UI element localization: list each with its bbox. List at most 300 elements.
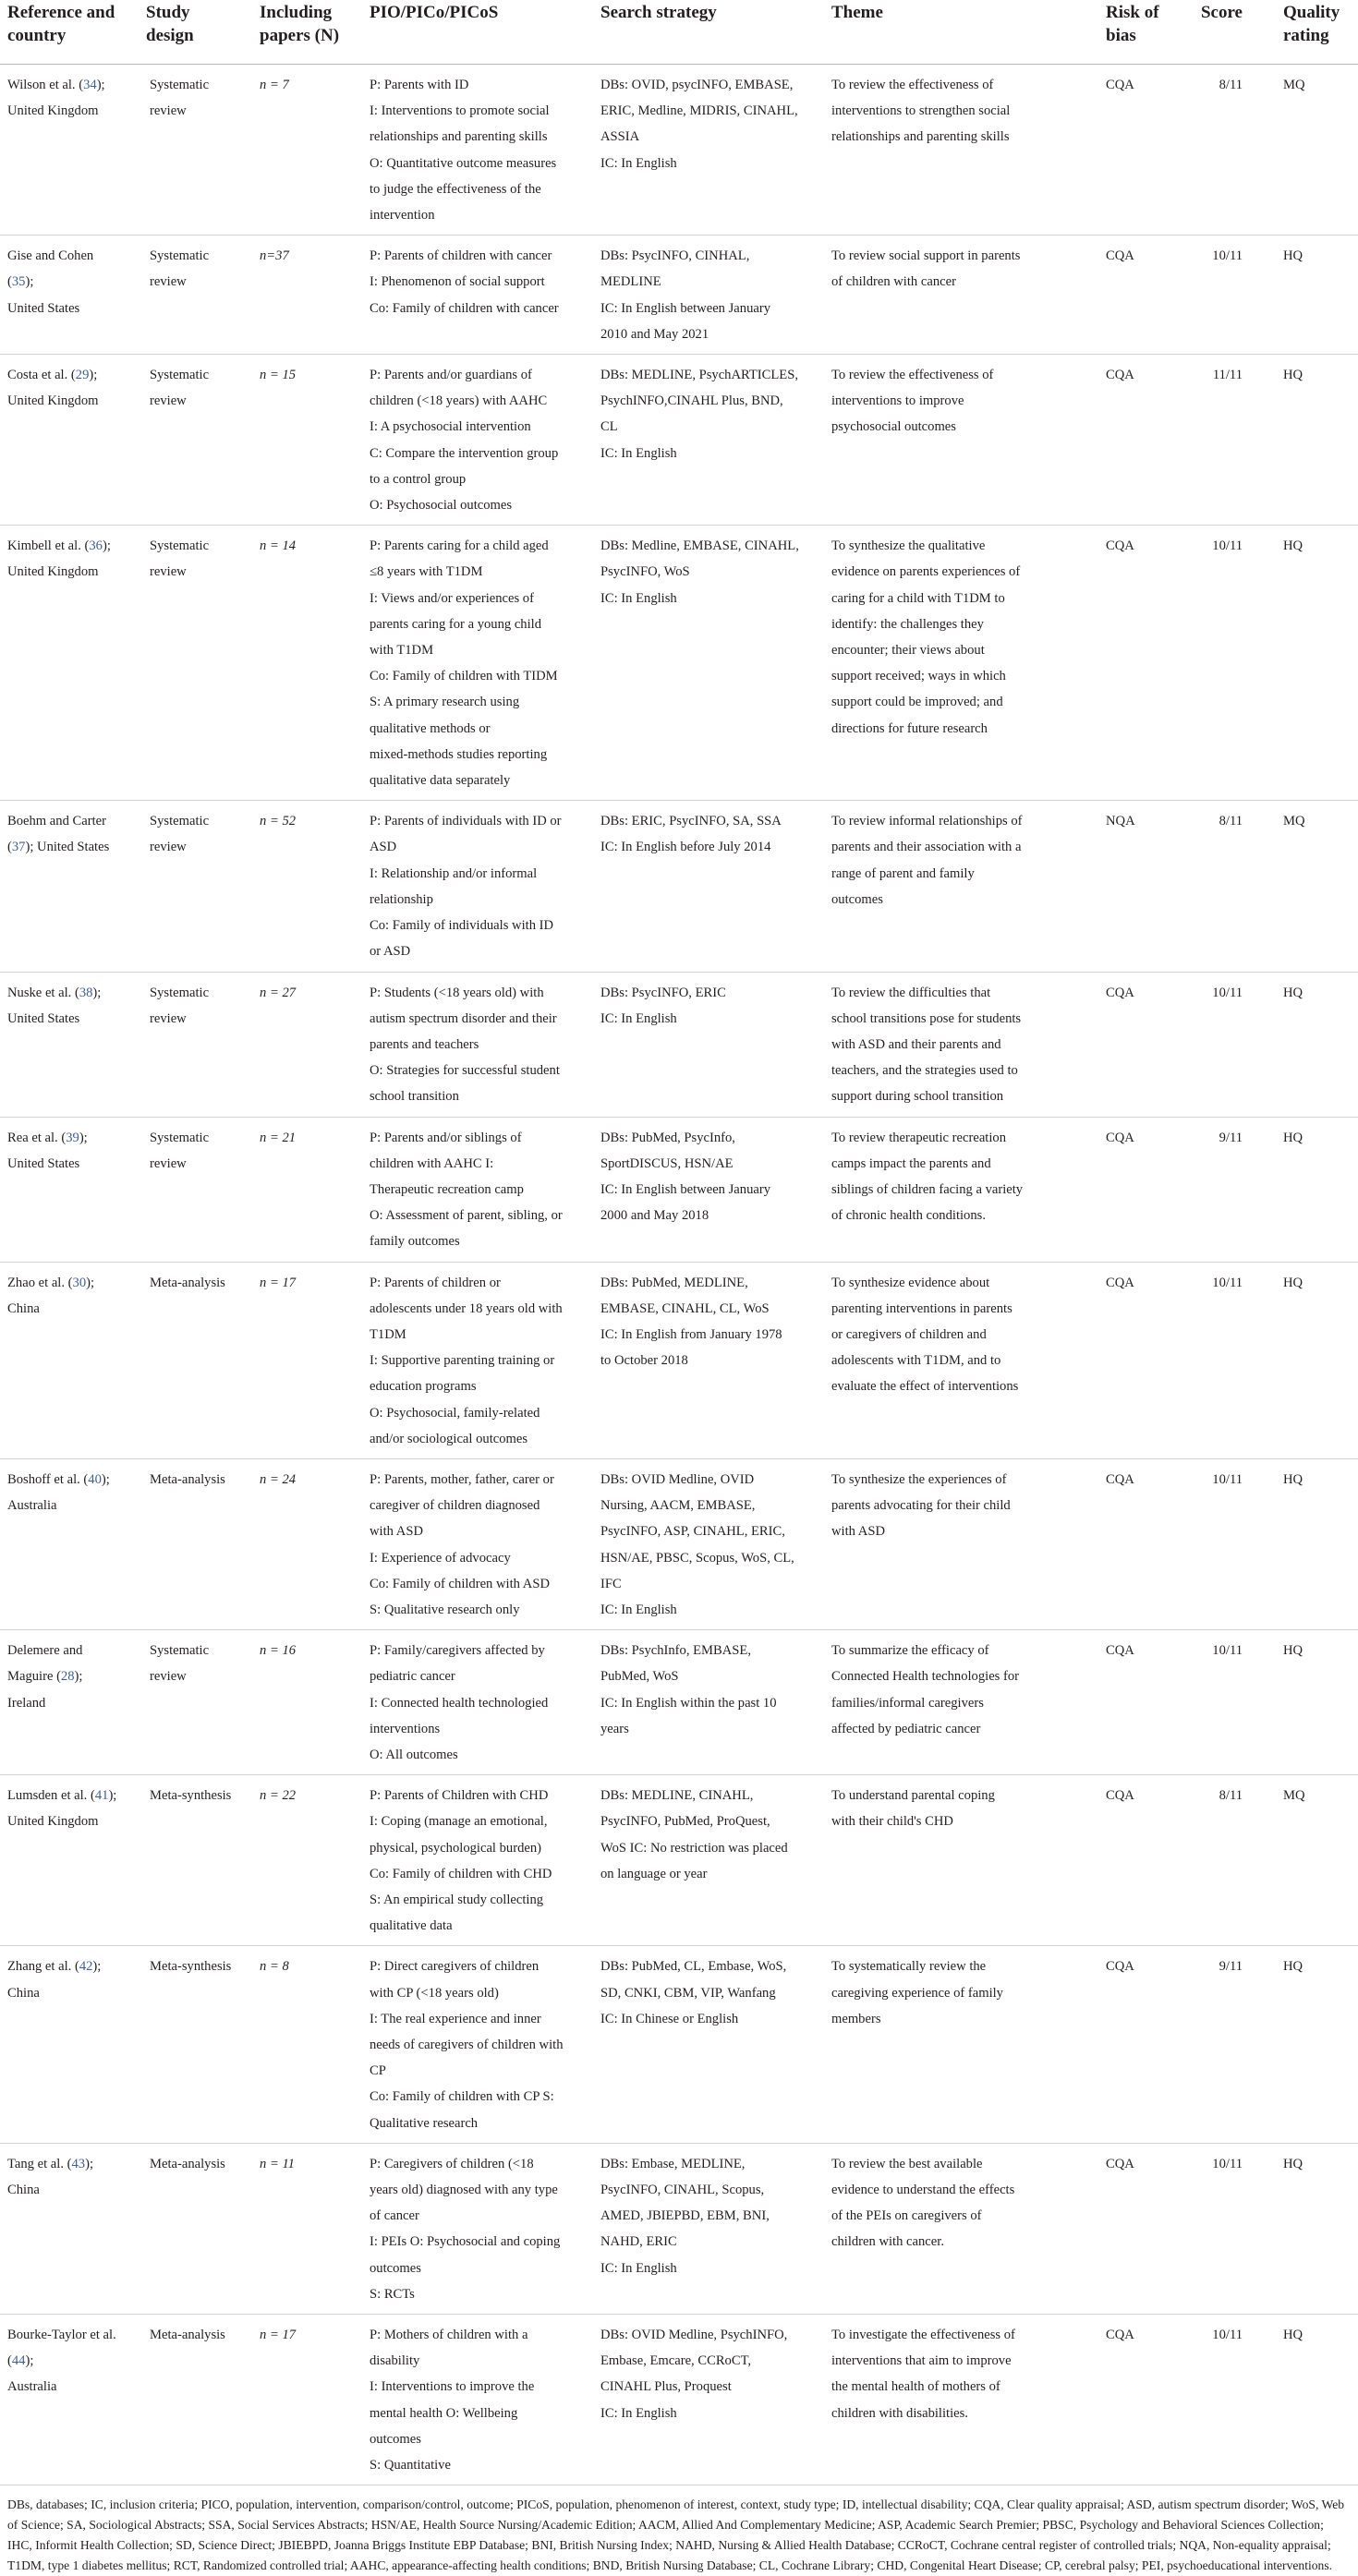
score-cell: 10/11 bbox=[1178, 1262, 1276, 1458]
score-cell: 11/11 bbox=[1178, 355, 1276, 526]
including-papers-cell: n = 11 bbox=[252, 2143, 362, 2314]
reference-prefix: Maguire ( bbox=[7, 1669, 61, 1685]
search-line: IC: In English between January bbox=[600, 1181, 770, 1197]
country: China bbox=[7, 2183, 40, 2198]
search-line: IC: In English bbox=[600, 1010, 677, 1026]
search-line: MEDLINE bbox=[600, 274, 661, 290]
theme-cell bbox=[824, 355, 1098, 526]
theme-line: parents advocating for their child bbox=[831, 1498, 1011, 1514]
design-line: review bbox=[150, 564, 187, 580]
pio-cell bbox=[362, 1630, 593, 1775]
design-line: review bbox=[150, 103, 187, 119]
design-line: review bbox=[150, 1155, 187, 1171]
reference-link[interactable]: 39 bbox=[66, 1130, 79, 1145]
search-line: ERIC, Medline, MIDRIS, CINAHL, bbox=[600, 103, 798, 119]
pio-line: with T1DM bbox=[370, 643, 434, 659]
reference-link[interactable]: 43 bbox=[71, 2156, 86, 2171]
reference-suffix: ); bbox=[86, 1275, 95, 1290]
table-row bbox=[0, 1630, 1358, 1775]
design-line: Systematic bbox=[150, 248, 210, 264]
design-line: review bbox=[150, 1669, 187, 1685]
pio-line: P: Students (<18 years old) with bbox=[370, 985, 544, 1000]
pio-line: CP bbox=[370, 2063, 386, 2079]
pio-line: Qualitative research bbox=[370, 2115, 479, 2131]
pio-line: I: Connected health technologied bbox=[370, 1695, 549, 1711]
theme-line: range of parent and family bbox=[831, 865, 975, 881]
reference-cell bbox=[0, 65, 139, 236]
reference-cell bbox=[0, 1630, 139, 1775]
theme-line: the mental health of mothers of bbox=[831, 2379, 1000, 2395]
search-line: IC: In English bbox=[600, 155, 677, 171]
reference-link[interactable]: 38 bbox=[79, 985, 93, 1000]
table-row bbox=[0, 1775, 1358, 1946]
quality-rating-cell: HQ bbox=[1276, 972, 1358, 1117]
pio-line: I: PEIs O: Psychosocial and coping bbox=[370, 2234, 561, 2250]
search-line: Nursing, AACM, EMBASE, bbox=[600, 1498, 756, 1514]
reference-cell bbox=[0, 1262, 139, 1458]
design-line: Systematic bbox=[150, 78, 210, 92]
study-design-cell bbox=[139, 1262, 252, 1458]
search-line: IC: In English between January bbox=[600, 300, 770, 316]
theme-cell bbox=[824, 1630, 1098, 1775]
reference-suffix: ); bbox=[85, 2156, 93, 2171]
header-search-strategy: Search strategy bbox=[593, 0, 824, 65]
design-line: review bbox=[150, 393, 187, 409]
pio-line: S: An empirical study collecting bbox=[370, 1893, 544, 1907]
design-line: Meta-analysis bbox=[150, 1471, 225, 1487]
theme-line: adolescents with T1DM, and to bbox=[831, 1353, 1001, 1369]
score-cell: 10/11 bbox=[1178, 2315, 1276, 2485]
reference-link[interactable]: 29 bbox=[75, 368, 90, 383]
reference-author: Costa et al. ( bbox=[7, 368, 76, 383]
theme-cell bbox=[824, 65, 1098, 236]
pio-line: school transition bbox=[370, 1089, 459, 1105]
header-study-design: Study design bbox=[139, 0, 252, 65]
search-line: DBs: Embase, MEDLINE, bbox=[600, 2156, 746, 2171]
reference-suffix: ); bbox=[79, 1130, 88, 1145]
theme-line: directions for future research bbox=[831, 720, 988, 736]
pio-line: C: Compare the intervention group bbox=[370, 445, 559, 461]
theme-line: parenting interventions in parents bbox=[831, 1300, 1012, 1316]
header-quality-rating: Quality rating bbox=[1276, 0, 1358, 65]
reference-link[interactable]: 44 bbox=[11, 2353, 26, 2369]
header-theme: Theme bbox=[824, 0, 1098, 65]
theme-line: Connected Health technologies for bbox=[831, 1669, 1020, 1685]
country: United Kingdom bbox=[7, 564, 99, 580]
theme-line: caring for a child with T1DM to bbox=[831, 590, 1005, 606]
study-design-cell bbox=[139, 972, 252, 1117]
study-design-cell bbox=[139, 1946, 252, 2143]
search-strategy-cell bbox=[593, 2315, 824, 2485]
theme-line: To review social support in parents bbox=[831, 248, 1021, 264]
including-papers-cell: n=37 bbox=[252, 236, 362, 355]
pio-line: I: Phenomenon of social support bbox=[370, 274, 545, 290]
search-line: EMBASE, CINAHL, CL, WoS bbox=[600, 1300, 770, 1316]
reference-link[interactable]: 37 bbox=[11, 840, 26, 855]
search-line: HSN/AE, PBSC, Scopus, WoS, CL, bbox=[600, 1550, 794, 1566]
pio-line: parents caring for a young child bbox=[370, 616, 542, 632]
search-line: DBs: OVID Medline, OVID bbox=[600, 1471, 755, 1487]
study-design-cell bbox=[139, 1630, 252, 1775]
quality-rating-cell: MQ bbox=[1276, 65, 1358, 236]
pio-line: I: Interventions to promote social bbox=[370, 103, 550, 119]
reference-link[interactable]: 40 bbox=[88, 1471, 102, 1487]
pio-line: needs of caregivers of children with bbox=[370, 2038, 564, 2053]
theme-line: outcomes bbox=[831, 891, 883, 907]
pio-line: physical, psychological burden) bbox=[370, 1840, 542, 1856]
reference-cell bbox=[0, 1775, 139, 1946]
theme-cell bbox=[824, 1775, 1098, 1946]
design-line: review bbox=[150, 840, 187, 855]
theme-line: To review the best available bbox=[831, 2156, 983, 2171]
theme-line: interventions to improve bbox=[831, 393, 964, 409]
theme-line: with ASD bbox=[831, 1524, 885, 1540]
theme-line: identify: the challenges they bbox=[831, 616, 984, 632]
quality-rating-cell: HQ bbox=[1276, 2315, 1358, 2485]
search-line: DBs: MEDLINE, CINAHL, bbox=[600, 1788, 754, 1804]
pio-line: P: Mothers of children with a bbox=[370, 2328, 528, 2343]
theme-line: To review the difficulties that bbox=[831, 985, 991, 1000]
pio-line: Co: Family of individuals with ID bbox=[370, 918, 554, 934]
search-line: DBs: PsychInfo, EMBASE, bbox=[600, 1643, 751, 1659]
study-design-cell bbox=[139, 1775, 252, 1946]
header-pio: PIO/PICo/PICoS bbox=[362, 0, 593, 65]
design-line: Meta-analysis bbox=[150, 2156, 225, 2171]
reference-cell bbox=[0, 1458, 139, 1629]
search-line: ASSIA bbox=[600, 129, 640, 145]
search-line: IFC bbox=[600, 1576, 622, 1591]
table-row bbox=[0, 801, 1358, 972]
risk-of-bias-cell: CQA bbox=[1098, 1458, 1178, 1629]
reference-cell bbox=[0, 355, 139, 526]
theme-line: interventions to strengthen social bbox=[831, 103, 1011, 119]
theme-line: members bbox=[831, 2011, 881, 2026]
design-line: Systematic bbox=[150, 985, 210, 1000]
pio-line: adolescents under 18 years old with bbox=[370, 1300, 563, 1316]
search-strategy-cell bbox=[593, 526, 824, 801]
reference-author: Zhang et al. ( bbox=[7, 1959, 79, 1975]
theme-cell bbox=[824, 1262, 1098, 1458]
score-cell: 10/11 bbox=[1178, 1630, 1276, 1775]
reference-link[interactable]: 42 bbox=[79, 1959, 93, 1975]
country: United States bbox=[7, 1010, 80, 1026]
design-line: Meta-analysis bbox=[150, 1275, 225, 1290]
score-cell: 9/11 bbox=[1178, 1946, 1276, 2143]
theme-line: caregiving experience of family bbox=[831, 1985, 1003, 2001]
design-line: Meta-synthesis bbox=[150, 1959, 232, 1975]
pio-line: outcomes bbox=[370, 2260, 421, 2276]
pio-line: P: Direct caregivers of children bbox=[370, 1959, 540, 1975]
design-line: review bbox=[150, 1010, 187, 1026]
search-strategy-cell bbox=[593, 355, 824, 526]
reference-cell bbox=[0, 1117, 139, 1262]
theme-cell bbox=[824, 801, 1098, 972]
country: United Kingdom bbox=[7, 103, 99, 119]
pio-line: to a control group bbox=[370, 471, 467, 487]
header-score: Score bbox=[1178, 0, 1276, 65]
quality-rating-cell: HQ bbox=[1276, 2143, 1358, 2314]
search-line: IC: In English bbox=[600, 445, 677, 461]
pio-cell bbox=[362, 1946, 593, 2143]
pio-cell bbox=[362, 65, 593, 236]
table-row bbox=[0, 236, 1358, 355]
quality-rating-cell: HQ bbox=[1276, 1946, 1358, 2143]
score-cell: 9/11 bbox=[1178, 1117, 1276, 1262]
reference-cell bbox=[0, 801, 139, 972]
reference-link[interactable]: 36 bbox=[89, 538, 103, 554]
search-line: on language or year bbox=[600, 1866, 708, 1881]
reference-suffix: ); bbox=[25, 274, 34, 290]
reference-link[interactable]: 34 bbox=[83, 78, 97, 92]
pio-line: parents and teachers bbox=[370, 1036, 479, 1052]
pio-line: I: Coping (manage an emotional, bbox=[370, 1814, 548, 1830]
search-line: DBs: PubMed, MEDLINE, bbox=[600, 1275, 748, 1290]
search-line: IC: In Chinese or English bbox=[600, 2011, 739, 2026]
header-including-papers: Including papers (N) bbox=[252, 0, 362, 65]
reference-prefix: ( bbox=[7, 840, 12, 855]
pio-line: P: Parents of individuals with ID or bbox=[370, 814, 562, 829]
pio-line: P: Parents of children with cancer bbox=[370, 248, 552, 264]
pio-line: Co: Family of children with ASD bbox=[370, 1576, 550, 1591]
theme-line: To synthesize the experiences of bbox=[831, 1471, 1007, 1487]
theme-line: To review therapeutic recreation bbox=[831, 1130, 1006, 1145]
pio-line: years old) diagnosed with any type bbox=[370, 2183, 558, 2198]
study-design-cell bbox=[139, 2315, 252, 2485]
search-strategy-cell bbox=[593, 236, 824, 355]
search-line: SD, CNKI, CBM, VIP, Wanfang bbox=[600, 1985, 776, 2001]
theme-cell bbox=[824, 236, 1098, 355]
pio-line: outcomes bbox=[370, 2431, 421, 2447]
risk-of-bias-cell: CQA bbox=[1098, 1117, 1178, 1262]
reference-cell bbox=[0, 972, 139, 1117]
country: China bbox=[7, 1300, 40, 1316]
search-strategy-cell bbox=[593, 1775, 824, 1946]
including-papers-cell: n = 14 bbox=[252, 526, 362, 801]
pio-line: intervention bbox=[370, 208, 435, 224]
risk-of-bias-cell: CQA bbox=[1098, 236, 1178, 355]
search-line: years bbox=[600, 1721, 629, 1736]
search-line: PsychINFO,CINAHL Plus, BND, bbox=[600, 393, 783, 409]
pio-line: family outcomes bbox=[370, 1234, 460, 1250]
pio-line: relationship bbox=[370, 891, 433, 907]
reference-suffix: ); bbox=[108, 1788, 117, 1804]
theme-line: To investigate the effectiveness of bbox=[831, 2328, 1015, 2343]
score-cell: 8/11 bbox=[1178, 1775, 1276, 1946]
pio-line: O: Assessment of parent, sibling, or bbox=[370, 1208, 563, 1224]
pio-cell bbox=[362, 1117, 593, 1262]
quality-rating-cell: HQ bbox=[1276, 355, 1358, 526]
score-cell: 10/11 bbox=[1178, 236, 1276, 355]
search-line: 2000 and May 2018 bbox=[600, 1208, 709, 1224]
search-strategy-cell bbox=[593, 1262, 824, 1458]
reference-cell bbox=[0, 526, 139, 801]
header-risk-of-bias: Risk of bias bbox=[1098, 0, 1178, 65]
search-line: DBs: OVID, psycINFO, EMBASE, bbox=[600, 78, 794, 92]
pio-cell bbox=[362, 526, 593, 801]
pio-line: Co: Family of children with TIDM bbox=[370, 669, 558, 684]
theme-line: camps impact the parents and bbox=[831, 1155, 991, 1171]
search-line: SportDISCUS, HSN/AE bbox=[600, 1155, 734, 1171]
table-row bbox=[0, 1946, 1358, 2143]
study-design-cell bbox=[139, 65, 252, 236]
theme-line: To review informal relationships of bbox=[831, 814, 1023, 829]
pio-line: I: The real experience and inner bbox=[370, 2011, 541, 2026]
pio-line: Co: Family of children with CP S: bbox=[370, 2089, 554, 2105]
search-strategy-cell bbox=[593, 1458, 824, 1629]
study-design-cell bbox=[139, 236, 252, 355]
country: United Kingdom bbox=[7, 393, 99, 409]
pio-line: Co: Family of children with cancer bbox=[370, 300, 559, 316]
pio-line: qualitative methods or bbox=[370, 720, 491, 736]
theme-line: school transitions pose for students bbox=[831, 1010, 1022, 1026]
search-line: AMED, JBIEPBD, EBM, BNI, bbox=[600, 2208, 770, 2224]
theme-line: families/informal caregivers bbox=[831, 1695, 984, 1711]
theme-line: siblings of children facing a variety bbox=[831, 1181, 1024, 1197]
theme-cell bbox=[824, 2143, 1098, 2314]
search-line: PsycINFO, PubMed, ProQuest, bbox=[600, 1814, 770, 1830]
pio-cell bbox=[362, 1775, 593, 1946]
quality-rating-cell: HQ bbox=[1276, 526, 1358, 801]
reference-author: Kimbell et al. ( bbox=[7, 538, 90, 554]
theme-line: To systematically review the bbox=[831, 1959, 987, 1975]
quality-rating-cell: HQ bbox=[1276, 1630, 1358, 1775]
risk-of-bias-cell: NQA bbox=[1098, 801, 1178, 972]
theme-line: To summarize the efficacy of bbox=[831, 1643, 989, 1659]
theme-cell bbox=[824, 1458, 1098, 1629]
pio-line: ASD bbox=[370, 840, 397, 855]
reference-link[interactable]: 28 bbox=[60, 1669, 75, 1685]
pio-line: education programs bbox=[370, 1379, 477, 1395]
search-line: 2010 and May 2021 bbox=[600, 326, 709, 342]
theme-cell bbox=[824, 1117, 1098, 1262]
theme-line: interventions that aim to improve bbox=[831, 2353, 1012, 2369]
pio-cell bbox=[362, 1458, 593, 1629]
table-header bbox=[0, 0, 1358, 65]
search-strategy-cell bbox=[593, 2143, 824, 2314]
pio-line: autism spectrum disorder and their bbox=[370, 1010, 557, 1026]
reference-suffix: ); bbox=[25, 2353, 34, 2369]
pio-line: children (<18 years) with AAHC bbox=[370, 393, 548, 409]
theme-line: evidence to understand the effects bbox=[831, 2183, 1015, 2198]
pio-line: Co: Family of children with CHD bbox=[370, 1866, 552, 1881]
reference-cell bbox=[0, 1946, 139, 2143]
theme-line: children with disabilities. bbox=[831, 2405, 968, 2421]
pio-line: of cancer bbox=[370, 2208, 419, 2224]
including-papers-cell: n = 22 bbox=[252, 1775, 362, 1946]
quality-rating-cell: HQ bbox=[1276, 1117, 1358, 1262]
theme-line: relationships and parenting skills bbox=[831, 129, 1010, 145]
pio-line: P: Parents of Children with CHD bbox=[370, 1788, 549, 1804]
reference-author: Bourke-Taylor et al. bbox=[7, 2328, 116, 2343]
search-line: DBs: OVID Medline, PsychINFO, bbox=[600, 2328, 788, 2343]
quality-rating-cell: HQ bbox=[1276, 236, 1358, 355]
study-design-cell bbox=[139, 801, 252, 972]
country: China bbox=[7, 1985, 40, 2001]
theme-line: of the PEIs on caregivers of bbox=[831, 2208, 982, 2224]
table-row bbox=[0, 2315, 1358, 2485]
theme-cell bbox=[824, 2315, 1098, 2485]
search-line: IC: In English from January 1978 bbox=[600, 1326, 782, 1342]
pio-line: or ASD bbox=[370, 944, 411, 960]
reference-cell bbox=[0, 236, 139, 355]
pio-line: S: RCTs bbox=[370, 2286, 415, 2302]
reference-author: Lumsden et al. ( bbox=[7, 1788, 95, 1804]
pio-line: I: Experience of advocacy bbox=[370, 1550, 511, 1566]
search-line: IC: In English bbox=[600, 2260, 677, 2276]
quality-rating-cell: HQ bbox=[1276, 1262, 1358, 1458]
theme-line: encounter; their views about bbox=[831, 643, 985, 659]
study-design-cell bbox=[139, 2143, 252, 2314]
country: United States bbox=[7, 300, 80, 316]
pio-cell bbox=[362, 972, 593, 1117]
pio-cell bbox=[362, 1262, 593, 1458]
pio-line: with CP (<18 years old) bbox=[370, 1985, 499, 2001]
search-line: IC: In English bbox=[600, 2405, 677, 2421]
search-strategy-cell bbox=[593, 65, 824, 236]
pio-line: O: Strategies for successful student bbox=[370, 1063, 560, 1079]
theme-line: with their child's CHD bbox=[831, 1814, 953, 1830]
search-line: IC: In English within the past 10 bbox=[600, 1695, 777, 1711]
pio-line: children with AAHC I: bbox=[370, 1155, 494, 1171]
table-row bbox=[0, 1262, 1358, 1458]
country: United Kingdom bbox=[7, 1814, 99, 1830]
theme-line: support could be improved; and bbox=[831, 695, 1003, 710]
pio-line: S: Quantitative bbox=[370, 2458, 451, 2473]
reference-link[interactable]: 41 bbox=[94, 1788, 109, 1804]
pio-line: T1DM bbox=[370, 1326, 406, 1342]
theme-line: or caregivers of children and bbox=[831, 1326, 987, 1342]
reference-cell bbox=[0, 2315, 139, 2485]
search-line: IC: In English bbox=[600, 590, 677, 606]
pio-line: O: Quantitative outcome measures bbox=[370, 155, 557, 171]
theme-line: with ASD and their parents and bbox=[831, 1036, 1001, 1052]
study-design-cell bbox=[139, 1117, 252, 1262]
pio-line: interventions bbox=[370, 1721, 441, 1736]
theme-line: To understand parental coping bbox=[831, 1788, 995, 1804]
pio-cell bbox=[362, 801, 593, 972]
pio-line: P: Parents and/or siblings of bbox=[370, 1130, 522, 1145]
including-papers-cell: n = 17 bbox=[252, 2315, 362, 2485]
search-line: DBs: PubMed, PsycInfo, bbox=[600, 1130, 735, 1145]
search-line: IC: In English bbox=[600, 1602, 677, 1617]
reference-author: Boshoff et al. ( bbox=[7, 1471, 89, 1487]
table-row bbox=[0, 2143, 1358, 2314]
search-strategy-cell bbox=[593, 972, 824, 1117]
risk-of-bias-cell: CQA bbox=[1098, 2315, 1178, 2485]
pio-line: I: Relationship and/or informal bbox=[370, 865, 538, 881]
including-papers-cell: n = 52 bbox=[252, 801, 362, 972]
risk-of-bias-cell: CQA bbox=[1098, 65, 1178, 236]
search-line: PsycINFO, WoS bbox=[600, 564, 690, 580]
reference-link[interactable]: 30 bbox=[72, 1275, 87, 1290]
pio-line: P: Caregivers of children (<18 bbox=[370, 2156, 534, 2171]
search-line: DBs: PubMed, CL, Embase, WoS, bbox=[600, 1959, 787, 1975]
including-papers-cell: n = 7 bbox=[252, 65, 362, 236]
theme-line: evidence on parents experiences of bbox=[831, 564, 1021, 580]
theme-line: To review the effectiveness of bbox=[831, 368, 994, 383]
reference-author: Zhao et al. ( bbox=[7, 1275, 73, 1290]
reference-author: Wilson et al. ( bbox=[7, 78, 84, 92]
reference-suffix: ); bbox=[92, 985, 102, 1000]
reference-prefix: ( bbox=[7, 274, 12, 290]
search-strategy-cell bbox=[593, 1630, 824, 1775]
design-line: review bbox=[150, 274, 187, 290]
pio-line: disability bbox=[370, 2353, 420, 2369]
reference-link[interactable]: 35 bbox=[11, 274, 26, 290]
pio-line: mixed-methods studies reporting bbox=[370, 746, 548, 762]
theme-line: psychosocial outcomes bbox=[831, 419, 956, 435]
pio-line: mental health O: Wellbeing bbox=[370, 2405, 518, 2421]
